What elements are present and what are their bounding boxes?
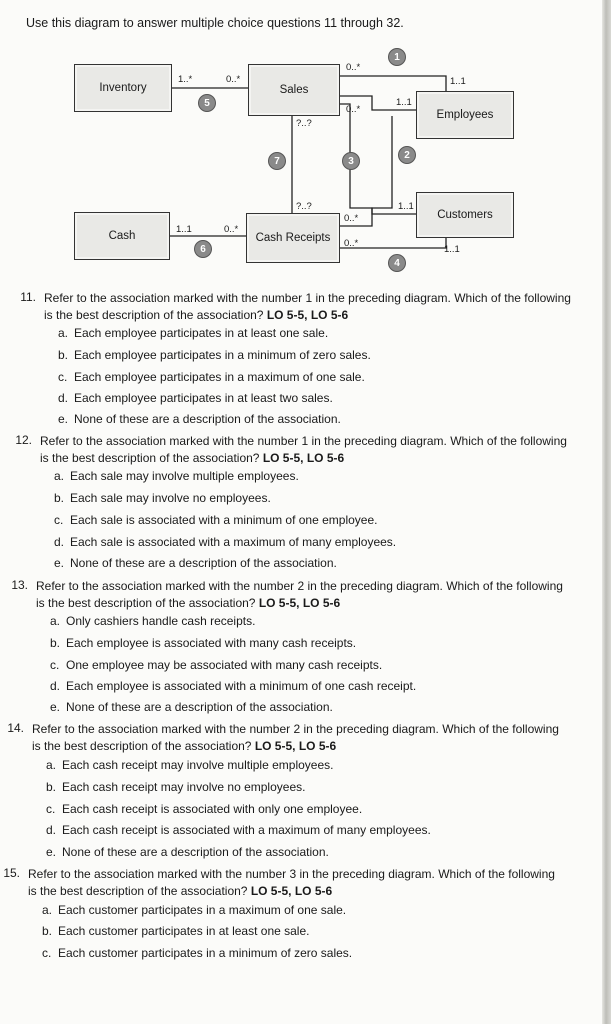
option-11b: b. Each employee participates in a minimum of zero sales. [58, 348, 371, 362]
option-12a: a. Each sale may involve multiple employees. [54, 469, 299, 483]
mult-cashreceipts-customers: 0..* [344, 238, 359, 249]
option-13a: a. Only cashiers handle cash receipts. [50, 614, 256, 628]
option-14c: c. Each cash receipt is associated with only one employee. [46, 802, 363, 816]
option-12c: c. Each sale is associated with a minimum of one employee. [54, 513, 378, 527]
marker-3: 3 [342, 152, 360, 170]
option-11c: c. Each employee participates in a maximum of one sale. [58, 370, 365, 384]
learning-objective: LO 5-5, LO 5-6 [258, 596, 341, 610]
mult-sales-top: 0..* [346, 62, 361, 73]
question-text: Refer to the association marked with the number 1 in the preceding diagram. Which of the following is the best description of the association? LO 5-5, LO 5-6 [44, 291, 571, 322]
mult-cash: 1..1 [176, 224, 192, 235]
entity-employees: Employees [416, 91, 514, 139]
learning-objective: LO 5-5, LO 5-6 [250, 884, 333, 898]
option-15a: a. Each customer participates in a maximum of one sale. [42, 903, 347, 917]
mult-sales-bottom: ?..? [296, 118, 312, 129]
marker-1: 1 [388, 48, 406, 66]
question-text: Refer to the association marked with the number 2 in the preceding diagram. Which of the following is the best description of the association? LO 5-5, LO 5-6 [32, 722, 559, 753]
question-number: 15. [3, 866, 20, 880]
option-11d: d. Each employee participates in at least two sales. [58, 391, 333, 405]
intro-text: Use this diagram to answer multiple choice questions 11 through 32. [26, 16, 404, 30]
option-11e: e. None of these are a description of the association. [58, 412, 341, 426]
option-15b: b. Each customer participates in at least one sale. [42, 924, 310, 938]
entity-customers: Customers [416, 192, 514, 238]
mult-sales-employees: 0..* [346, 104, 361, 115]
mult-customers-bottom: 1..1 [444, 244, 460, 255]
question-text: Refer to the association marked with the number 3 in the preceding diagram. Which of the following is the best description of the association? LO 5-5, LO 5-6 [28, 867, 555, 898]
learning-objective: LO 5-5, LO 5-6 [254, 739, 337, 753]
mult-sales-inventory: 0..* [226, 74, 241, 85]
mult-customers-left: 1..1 [398, 201, 414, 212]
line-employees-cashreceipts [338, 116, 392, 226]
option-12b: b. Each sale may involve no employees. [54, 491, 271, 505]
marker-7: 7 [268, 152, 286, 170]
question-number: 11. [20, 290, 36, 304]
mult-cashreceipts-top: ?..? [296, 201, 312, 212]
option-11a: a. Each employee participates in at least one sale. [58, 326, 329, 340]
learning-objective: LO 5-5, LO 5-6 [266, 308, 349, 322]
marker-4: 4 [388, 254, 406, 272]
option-14e: e. None of these are a description of the association. [46, 845, 329, 859]
mult-cashreceipts-cash: 0..* [224, 224, 239, 235]
line-sales-employees-1 [338, 76, 446, 91]
option-15c: c. Each customer participates in a minimum of zero sales. [42, 946, 353, 960]
question-number: 13. [11, 578, 28, 592]
option-14b: b. Each cash receipt may involve no employees. [46, 780, 306, 794]
entity-inventory: Inventory [74, 64, 172, 112]
marker-2: 2 [398, 146, 416, 164]
option-12d: d. Each sale is associated with a maximum of many employees. [54, 535, 397, 549]
learning-objective: LO 5-5, LO 5-6 [262, 451, 345, 465]
mult-cashreceipts-employees: 0..* [344, 213, 359, 224]
option-13e: e. None of these are a description of the association. [50, 700, 333, 714]
marker-6: 6 [194, 240, 212, 258]
option-13d: d. Each employee is associated with a minimum of one cash receipt. [50, 679, 417, 693]
entity-cash: Cash [74, 212, 170, 260]
mult-employees-1: 1..1 [450, 76, 466, 87]
marker-5: 5 [198, 94, 216, 112]
option-14a: a. Each cash receipt may involve multiple employees. [46, 758, 334, 772]
question-text: Refer to the association marked with the number 2 in the preceding diagram. Which of the following is the best description of the association? LO 5-5, LO 5-6 [36, 579, 563, 610]
question-number: 12. [15, 433, 32, 447]
option-12e: e. None of these are a description of the association. [54, 556, 337, 570]
option-13b: b. Each employee is associated with many cash receipts. [50, 636, 357, 650]
question-number: 14. [7, 721, 24, 735]
entity-sales: Sales [248, 64, 340, 116]
entity-cash-receipts: Cash Receipts [246, 213, 340, 263]
mult-employees-2: 1..1 [396, 97, 412, 108]
question-text: Refer to the association marked with the number 1 in the preceding diagram. Which of the following is the best description of the association? LO 5-5, LO 5-6 [40, 434, 567, 465]
mult-inventory: 1..* [178, 74, 193, 85]
option-14d: d. Each cash receipt is associated with a maximum of many employees. [46, 823, 431, 837]
option-13c: c. One employee may be associated with many cash receipts. [50, 658, 383, 672]
